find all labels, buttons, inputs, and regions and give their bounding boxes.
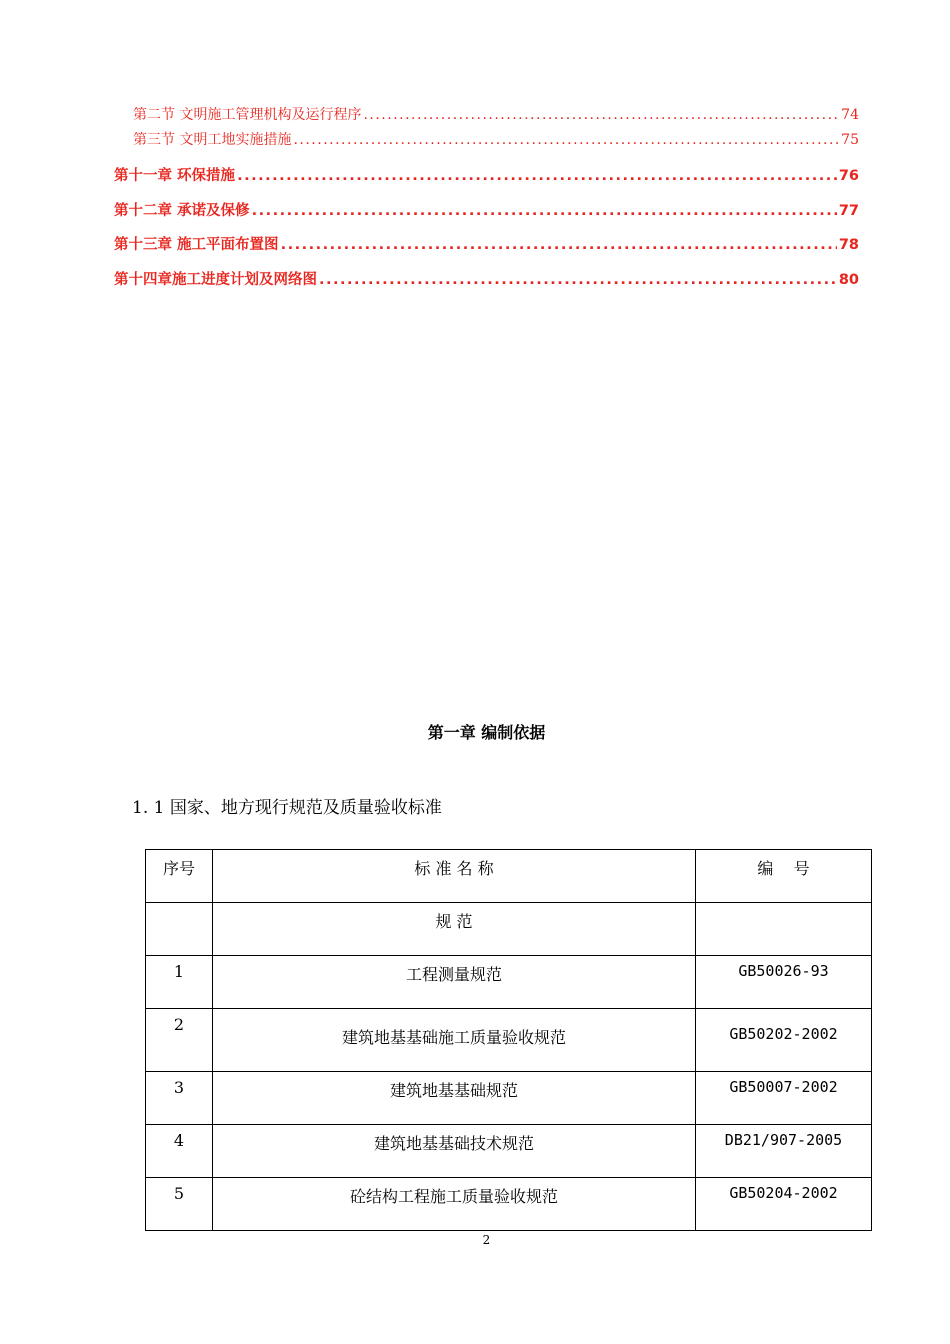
toc-entry-page: 80 (838, 272, 859, 288)
toc-entry-section-2[interactable] (133, 104, 859, 124)
header-serial-no: 序号 (146, 850, 213, 903)
row-no: 4 (146, 1125, 213, 1178)
row-code: GB50007-2002 (696, 1072, 872, 1125)
toc-leader-dots (319, 272, 837, 288)
toc-entry-page: 78 (838, 237, 859, 253)
toc-entry-section-3[interactable] (133, 129, 859, 149)
row-no: 2 (146, 1009, 213, 1072)
toc-entry-page: 74 (841, 107, 859, 123)
table-row (146, 1072, 872, 1125)
table-row (146, 956, 872, 1009)
toc-leader-dots (252, 203, 837, 219)
toc-entry-label: 第十一章 环保措施 (114, 168, 236, 184)
standards-table (145, 849, 872, 1231)
row-no: 3 (146, 1072, 213, 1125)
section-title: 1. 1 国家、地方现行规范及质量验收标准 (132, 798, 442, 818)
table-category-row (146, 903, 872, 956)
chapter-title: 第一章 编制依据 (427, 723, 546, 742)
category-code-cell (696, 903, 872, 956)
page-number: 2 (482, 1233, 491, 1247)
toc-entry-chapter-13[interactable] (114, 233, 859, 254)
toc-leader-dots (363, 107, 839, 123)
toc-entry-label: 第三节 文明工地实施措施 (133, 132, 292, 148)
toc-leader-dots (237, 168, 837, 184)
header-code: 编 号 (696, 850, 872, 903)
toc-entry-label: 第二节 文明施工管理机构及运行程序 (133, 107, 362, 123)
table-row (146, 1178, 872, 1231)
toc-entry-page: 76 (838, 168, 859, 184)
row-no: 1 (146, 956, 213, 1009)
toc-entry-chapter-12[interactable] (114, 199, 859, 220)
header-standard-name: 标 准 名 称 (213, 850, 696, 903)
row-name: 建筑地基基础施工质量验收规范 (213, 1009, 696, 1072)
row-name: 工程测量规范 (213, 956, 696, 1009)
table-row (146, 1125, 872, 1178)
category-label: 规 范 (213, 903, 696, 956)
toc-entry-page: 77 (838, 203, 859, 219)
row-name: 建筑地基基础技术规范 (213, 1125, 696, 1178)
table-header-row (146, 850, 872, 903)
toc-leader-dots (281, 237, 837, 253)
row-code: GB50204-2002 (696, 1178, 872, 1231)
toc-entry-label: 第十三章 施工平面布置图 (114, 237, 279, 253)
toc-entry-chapter-14[interactable] (114, 268, 859, 289)
category-no-cell (146, 903, 213, 956)
row-code: GB50026-93 (696, 956, 872, 1009)
row-name: 建筑地基基础规范 (213, 1072, 696, 1125)
toc-entry-label: 第十二章 承诺及保修 (114, 203, 250, 219)
toc-entry-page: 75 (841, 132, 859, 148)
row-no: 5 (146, 1178, 213, 1231)
table-row (146, 1009, 872, 1072)
toc-leader-dots (293, 132, 839, 148)
toc-entry-chapter-11[interactable] (114, 164, 859, 185)
row-code: GB50202-2002 (696, 1009, 872, 1072)
row-code: DB21/907-2005 (696, 1125, 872, 1178)
toc-entry-label: 第十四章施工进度计划及网络图 (114, 272, 317, 288)
row-name: 砼结构工程施工质量验收规范 (213, 1178, 696, 1231)
